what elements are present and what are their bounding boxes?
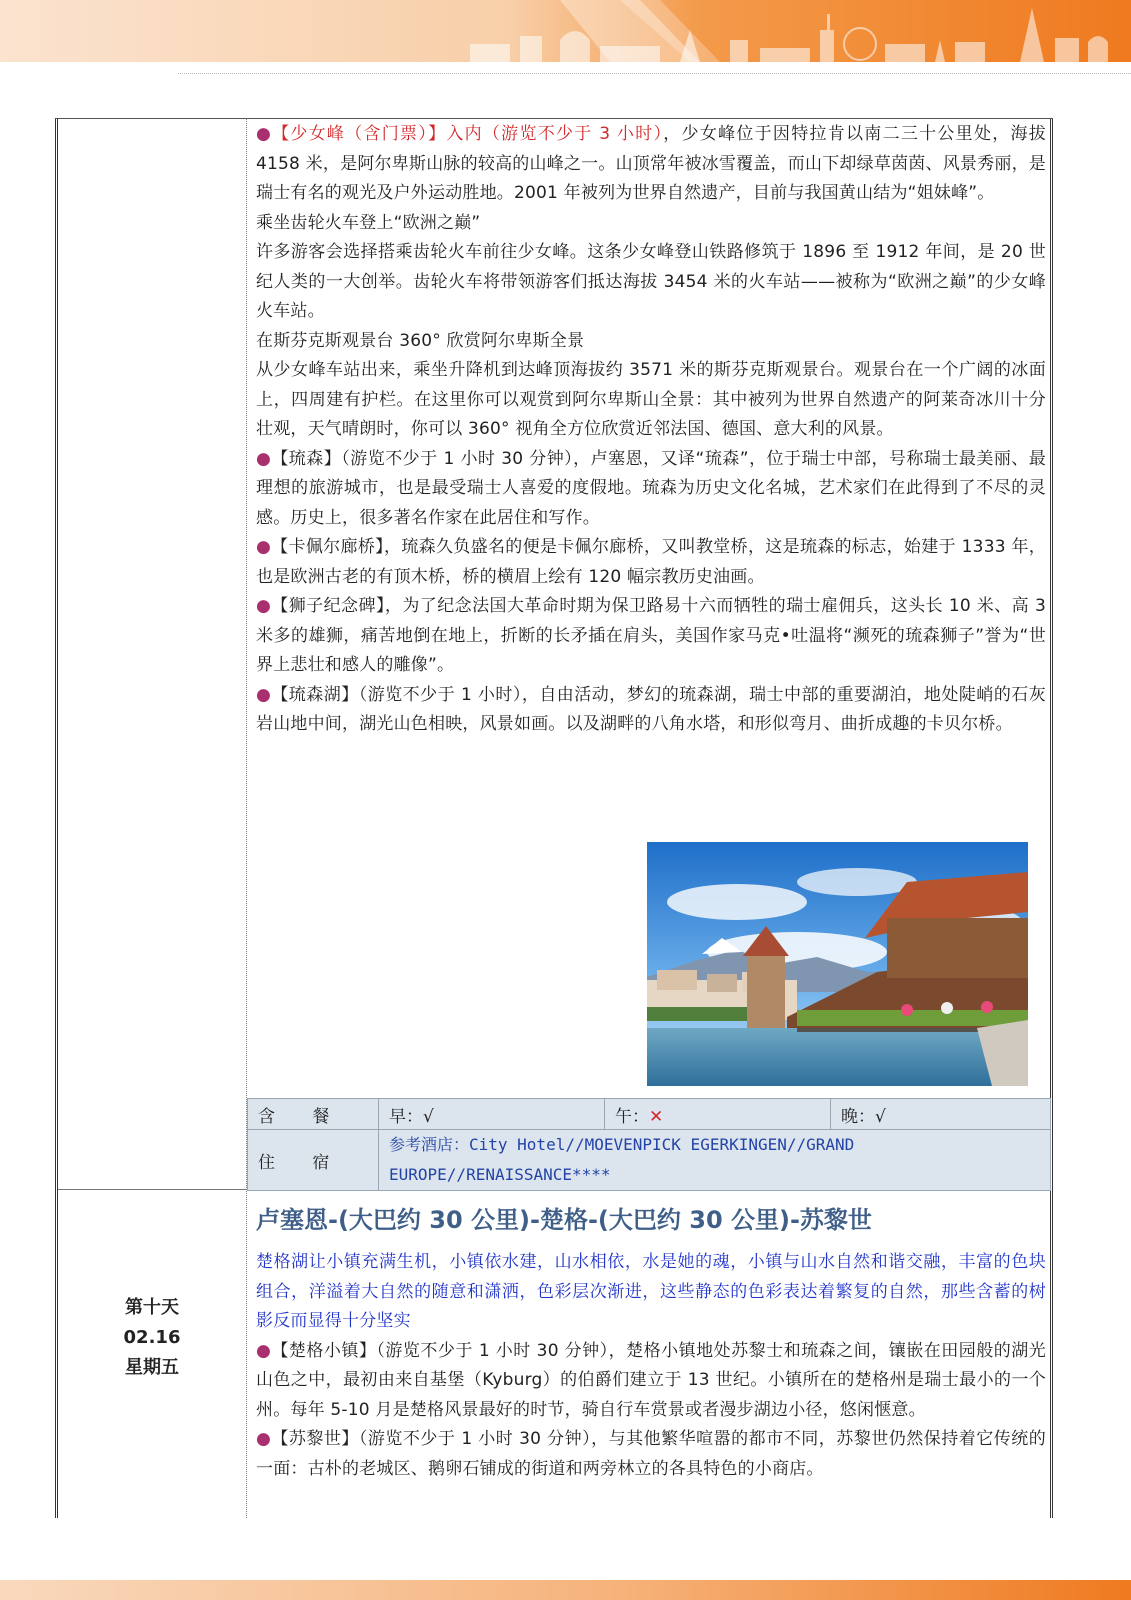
- hotel-label: 住 宿: [248, 1130, 379, 1191]
- meal-hotel-table: [247, 1098, 1051, 1191]
- day-date: 02.16: [123, 1327, 181, 1348]
- day-weekday: 星期五: [125, 1357, 179, 1378]
- paragraph-text: 许多游客会选择搭乘齿轮火车前往少女峰。这条少女峰登山铁路修筑于 1896 至 1912 年间，是 20 世纪人类的一大创举。齿轮火车将带领游客们抵达海拔 3454 米的火车站——被称为“欧洲之巅”的少女峰火车站。: [256, 242, 1046, 321]
- paragraph-text: 【琉森湖】（游览不少于 1 小时），自由活动，梦幻的琉森湖，瑞士中部的重要湖泊，地处陡峭的石灰岩山地中间，湖光山色相映，风景如画。以及湖畔的八角水塔，和形似弯月、曲折成趣的卡贝尔桥。: [256, 684, 1046, 734]
- header-divider: [178, 73, 1131, 74]
- bullet-icon: ●: [256, 1340, 272, 1361]
- lunch-label: 午：: [615, 1106, 649, 1127]
- day9-description: [256, 120, 1046, 740]
- footer-banner: [0, 1580, 1131, 1600]
- day-number: 第十天: [125, 1297, 179, 1318]
- day10-intro: 楚格湖让小镇充满生机，小镇依水建，山水相依，水是她的魂，小镇与山水自然和谐交融，丰富的色块组合，洋溢着大自然的随意和潇洒，色彩层次渐进，这些静态的色彩表达着繁复的自然，那些含蓄的树影反而显得十分坚实: [256, 1252, 1046, 1331]
- day9-paragraph: [256, 681, 1046, 740]
- cross-icon: ✕: [649, 1106, 664, 1127]
- header-banner: [0, 0, 1131, 62]
- day10-paragraph: [256, 1337, 1046, 1426]
- hotel-info: 参考酒店：City Hotel//MOEVENPICK EGERKINGEN//GRAND EUROPE//RENAISSANCE****: [379, 1130, 1051, 1191]
- bullet-icon: ●: [256, 596, 272, 616]
- lunch-cell: [605, 1099, 831, 1130]
- day10-paragraph: [256, 1425, 1046, 1484]
- table-top-border: [55, 118, 1053, 119]
- bullet-icon: ●: [256, 124, 273, 144]
- paragraph-text: 【卡佩尔廊桥】，琉森久负盛名的便是卡佩尔廊桥，又叫教堂桥，这是琉森的标志，始建于 1333 年，也是欧洲古老的有顶木桥，桥的横眉上绘有 120 幅宗教历史油画。: [256, 537, 1046, 587]
- chapel-bridge-photo: [647, 842, 1028, 1086]
- bullet-icon: ●: [256, 448, 272, 469]
- day10-paragraphs: [256, 1337, 1046, 1485]
- day9-paragraph: [256, 209, 1046, 239]
- paragraph-text: 【琉森】（游览不少于 1 小时 30 分钟），卢塞恩，又译“琉森”，位于瑞士中部，号称瑞士最美丽、最理想的旅游城市，也是最受瑞士人喜爱的度假地。琉森为历史文化名城，艺术家们在此得到了不尽的灵感。历史上，很多著名作家在此居住和写作。: [256, 448, 1046, 528]
- bullet-icon: ●: [256, 684, 272, 705]
- day9-paragraph: [256, 327, 1046, 357]
- day9-paragraph: [256, 592, 1046, 681]
- meal-label: 含 餐: [248, 1099, 379, 1130]
- city-skyline-icon: [0, 0, 1131, 62]
- day10-label: [58, 1293, 246, 1383]
- column-divider: [246, 118, 247, 1518]
- bullet-icon: ●: [256, 1429, 272, 1449]
- bullet-icon: ●: [256, 537, 272, 557]
- day10-description: [256, 1248, 1046, 1484]
- paragraph-text: 【狮子纪念碑】，为了纪念法国大革命时期为保卫路易十六而牺牲的瑞士雇佣兵，这头长 10 米、高 3 米多的雄狮，痛苦地倒在地上，折断的长矛插在肩头，美国作家马克•吐温将“濒死的琉森狮子”誉为“世界上悲壮和感人的雕像”。: [256, 596, 1046, 675]
- paragraph-text: ，少女峰位于因特拉肯以南二三十公里处，海拔 4158 米，是阿尔卑斯山脉的较高的山峰之一。山顶常年被冰雪覆盖，而山下却绿草茵茵、风景秀丽，是瑞士有名的观光及户外运动胜地。2001 年被列为世界自然遗产，目前与我国黄山结为“姐妹峰”。: [256, 124, 1046, 203]
- route-title: 卢塞恩-(大巴约 30 公里)-楚格-(大巴约 30 公里)-苏黎世: [256, 1206, 872, 1234]
- paragraph-text: 【少女峰（含门票）】入内（游览不少于 3 小时）: [272, 124, 664, 144]
- dinner-cell: 晚：√: [831, 1099, 1051, 1130]
- paragraph-text: 乘坐齿轮火车登上“欧洲之巅”: [256, 212, 481, 233]
- paragraph-text: 【楚格小镇】（游览不少于 1 小时 30 分钟），楚格小镇地处苏黎士和琉森之间，镶嵌在田园般的湖光山色之中，最初由来自基堡（Kyburg）的伯爵们建立于 13 世纪。小镇所在的楚格州是瑞士最小的一个州。每年 5-10 月是楚格风景最好的时节，骑自行车赏景或者漫步湖边小径，悠闲惬意。: [256, 1340, 1046, 1420]
- paragraph-text: 从少女峰车站出来，乘坐升降机到达峰顶海拔约 3571 米的斯芬克斯观景台。观景台在一个广阔的冰面上，四周建有护栏。在这里你可以观赏到阿尔卑斯山全景：其中被列为世界自然遗产的阿莱奇冰川十分壮观，天气晴朗时，你可以 360° 视角全方位欣赏近邻法国、德国、意大利的风景。: [256, 360, 1046, 439]
- day9-paragraph: [256, 445, 1046, 534]
- paragraph-text: 在斯芬克斯观景台 360° 欣赏阿尔卑斯全景: [256, 330, 585, 351]
- paragraph-text: 【苏黎世】（游览不少于 1 小时 30 分钟），与其他繁华喧嚣的都市不同，苏黎世仍然保持着它传统的一面：古朴的老城区、鹅卵石铺成的街道和两旁林立的各具特色的小商店。: [256, 1429, 1046, 1479]
- day9-paragraph: [256, 238, 1046, 327]
- breakfast-cell: 早：√: [379, 1099, 605, 1130]
- day9-paragraph: [256, 356, 1046, 445]
- day9-paragraph: [256, 120, 1046, 209]
- day9-paragraph: [256, 533, 1046, 592]
